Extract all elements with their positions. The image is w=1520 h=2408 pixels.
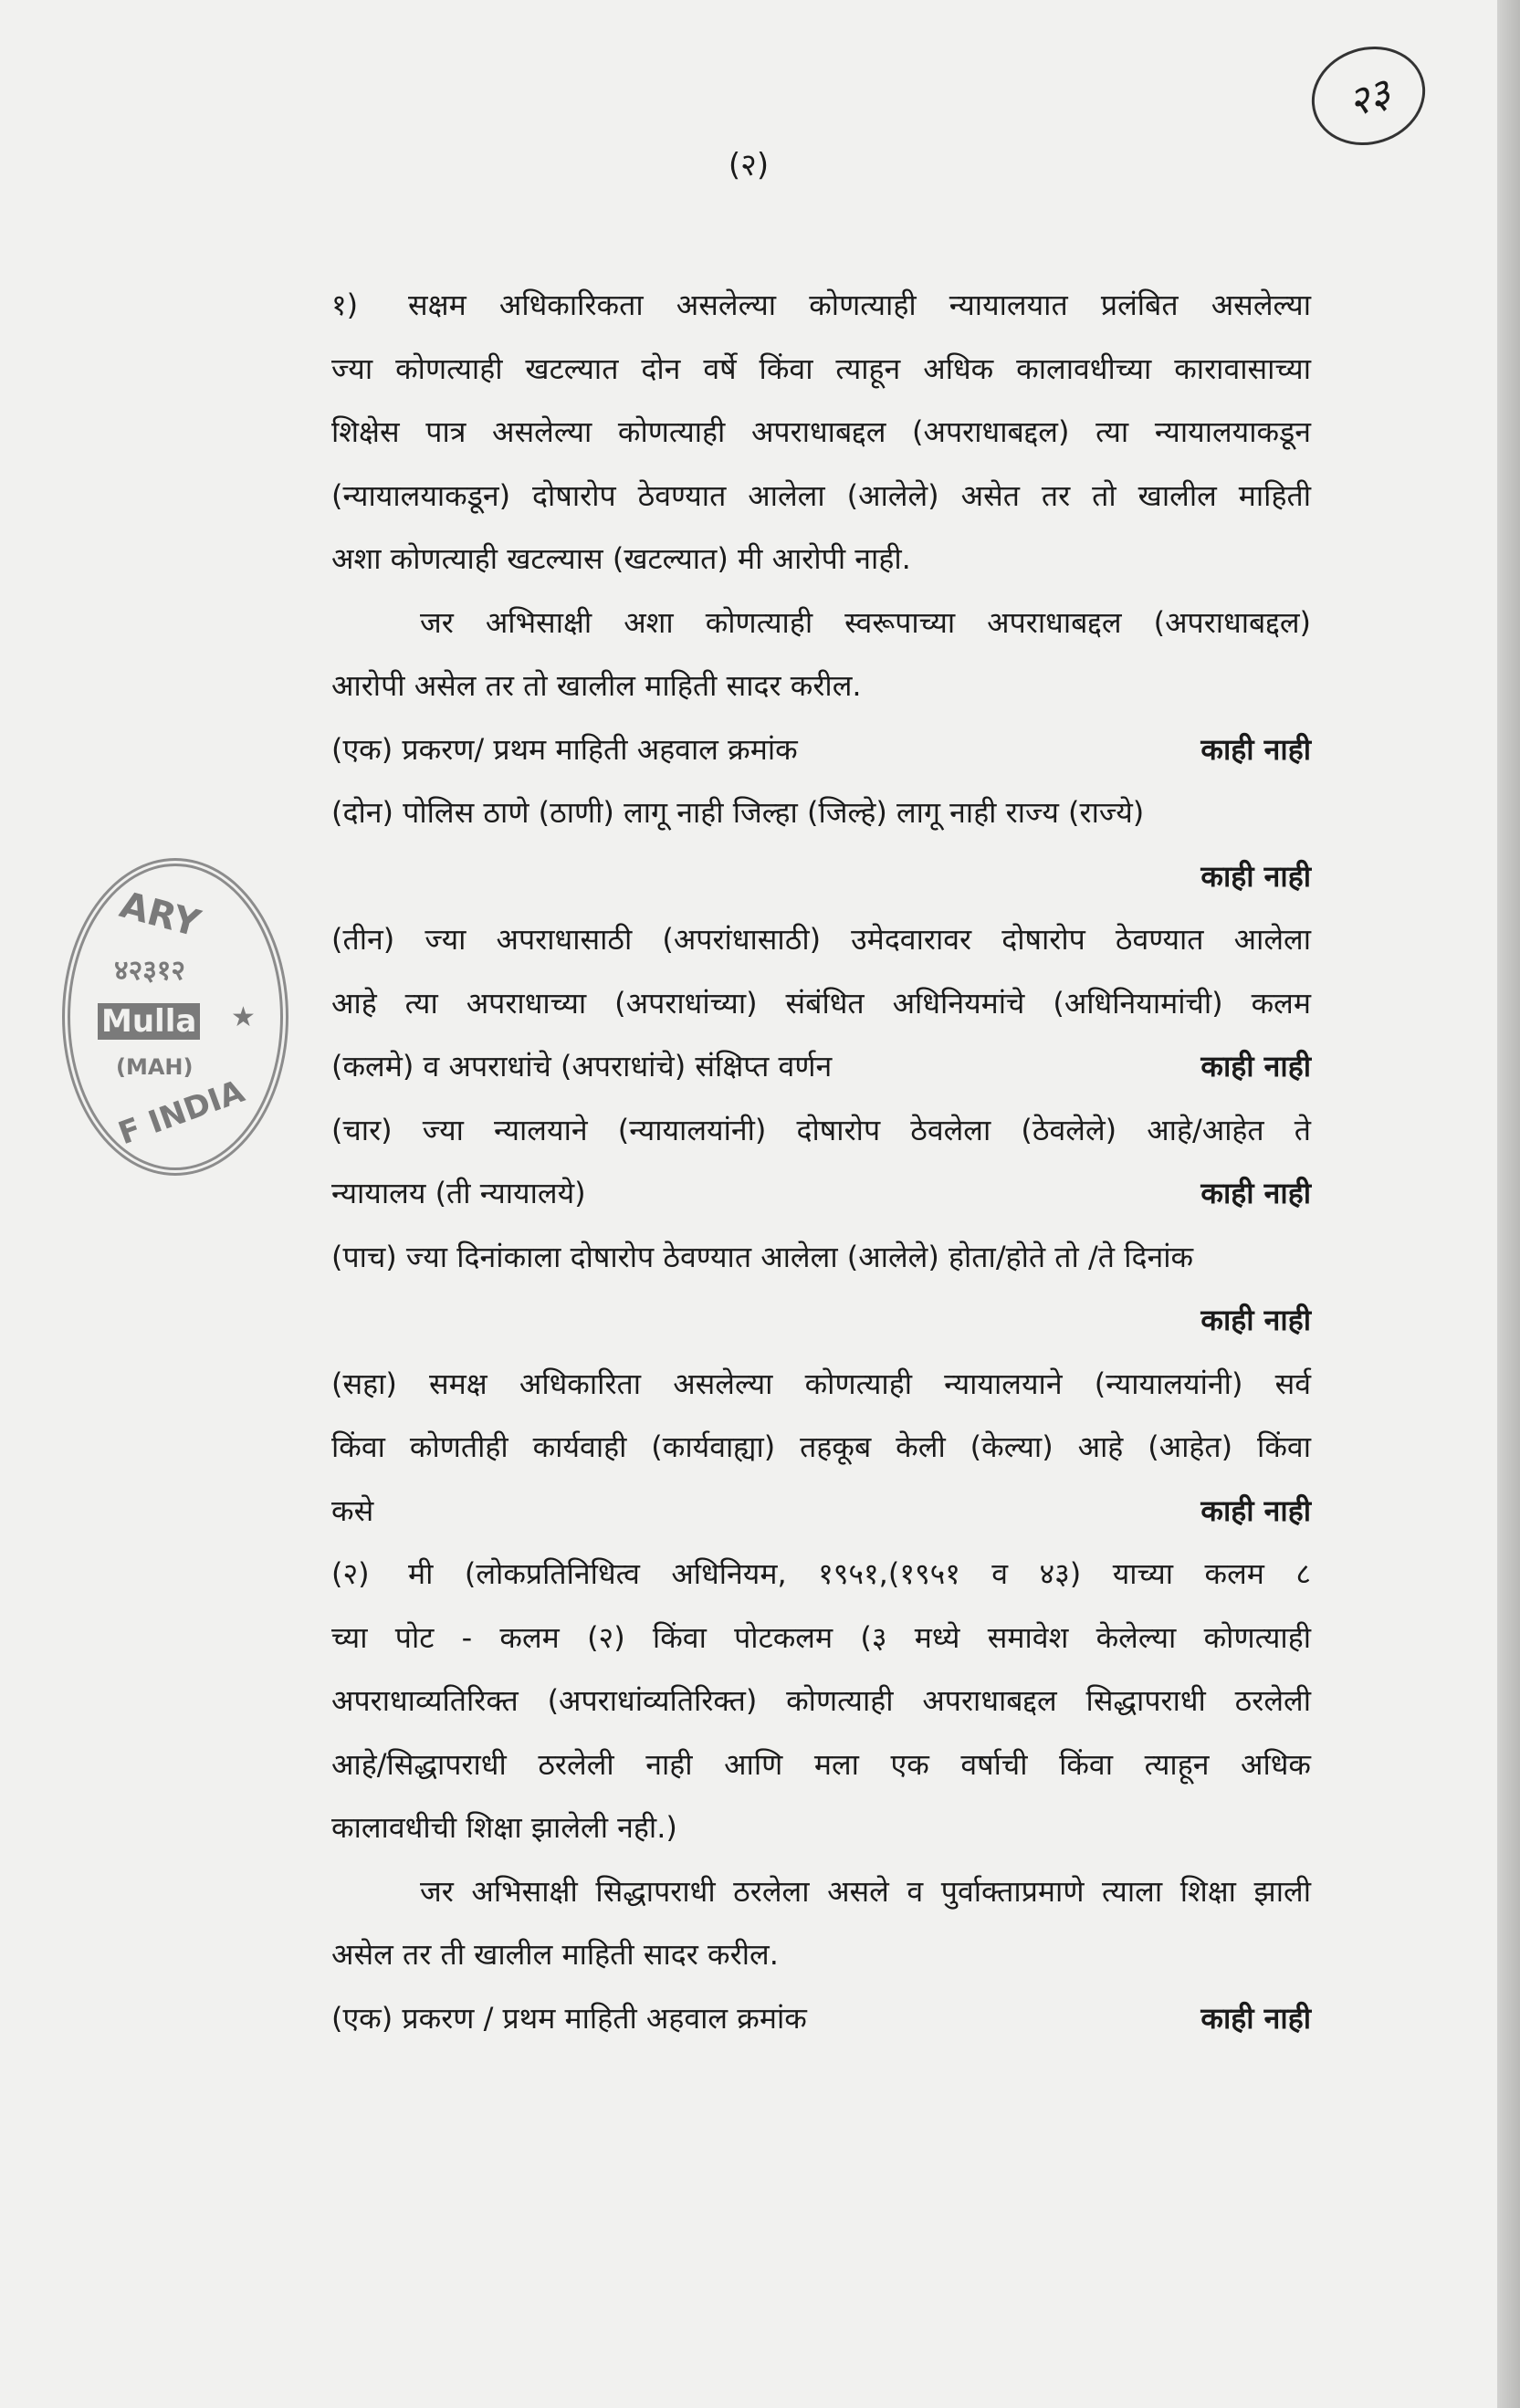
page-mark-number: २३ [1342,69,1397,127]
sub-item-court [331,1099,1311,1226]
sub-item-line: (सहा) समक्ष अधिकारिता असलेल्या कोणत्याही न्यायालयाने (न्यायालयांनी) सर्व [331,1366,1311,1401]
stamp-state: (MAH) [116,1054,194,1080]
item-2-line: आहे/सिद्धापराधी ठरलेली नाही आणि मला एक वर्षाची किंवा त्याहून अधिक [331,1746,1311,1782]
item-2-line: मी (लोकप्रतिनिधित्व अधिनियम, १९५१,(१९५१ व ४३) याच्या कलम ८ [408,1556,1311,1591]
paragraph-line: जर अभिसाक्षी अशा कोणत्याही स्वरूपाच्या अपराधाबद्दल (अपराधाबद्दल) [420,604,1311,640]
sub-item-line: कसे [331,1492,374,1528]
paragraph-line: असेल तर ती खालील माहिती सादर करील. [331,1937,779,1972]
sub-item-police-station [331,781,1311,908]
item-2 [331,1543,1311,1860]
item-1-line: (न्यायालयाकडून) दोषारोप ठेवण्यात आलेला (आलेले) असेत तर तो खालील माहिती [331,477,1311,513]
page-number: (२) [728,147,770,183]
sub-item-label: (एक) प्रकरण / प्रथम माहिती अहवाल क्रमांक [331,2000,807,2036]
sub-item-line: आहे त्या अपराधाच्या (अपराधांच्या) संबंधित अधिनियमांचे (अधिनियामांची) कलम [331,985,1311,1021]
paragraph-convicted [331,1860,1311,1987]
item-1 [331,274,1311,592]
nil-value: काही नाही [1200,731,1311,767]
sub-item-proceedings [331,1353,1311,1544]
sub-item-label: (एक) प्रकरण/ प्रथम माहिती अहवाल क्रमांक [331,731,798,767]
item-2-line: च्या पोट - कलम (२) किंवा पोटकलम (३ मध्ये समावेश केलेल्या कोणत्याही [331,1619,1311,1655]
nil-value: काही नाही [1200,858,1311,894]
sub-item-line: (तीन) ज्या अपराधासाठी (अपरांधासाठी) उमेदवारावर दोषारोप ठेवण्यात आलेला [331,922,1311,957]
sub-item-case-number-2 [331,1987,1311,2051]
page-mark [1299,32,1439,160]
paragraph-line: जर अभिसाक्षी सिद्धापराधी ठरलेला असले व पुर्वाक्ताप्रमाणे त्याला शिक्षा झाली [420,1873,1311,1909]
item-2-line: कालावधीची शिक्षा झालेली नही.) [331,1810,677,1845]
sub-item-label: (दोन) पोलिस ठाणे (ठाणी) लागू नाही जिल्हा (जिल्हे) लागू नाही राज्य (राज्ये) [331,795,1145,830]
item-1-number: १) [331,288,359,322]
nil-value: काही नाही [1200,1492,1311,1528]
item-2-number: (२) [331,1556,370,1591]
page-edge [1497,0,1520,2408]
nil-value: काही नाही [1200,1176,1311,1210]
star-icon: ★ [231,1001,256,1033]
stamp-number: ४२३१२ [114,955,185,987]
nil-value: काही नाही [1200,1303,1311,1337]
nil-value: काही नाही [1200,2000,1311,2036]
paragraph-line: आरोपी असेल तर तो खालील माहिती सादर करील. [331,668,862,703]
paragraph-accused [331,592,1311,718]
sub-item-line: न्यायालय (ती न्यायालये) [331,1176,586,1210]
sub-item-line: किंवा कोणतीही कार्यवाही (कार्यवाह्या) तहकूब केली (केल्या) आहे (आहेत) किंवा [331,1429,1311,1464]
sub-item-line: (कलमे) व अपराधांचे (अपराधांचे) संक्षिप्त वर्णन [331,1049,833,1084]
item-1-line: सक्षम अधिकारिकता असलेल्या कोणत्याही न्यायालयात प्रलंबित असलेल्या [408,288,1311,322]
nil-value: काही नाही [1200,1049,1311,1084]
sub-item-label: (पाच) ज्या दिनांकाला दोषारोप ठेवण्यात आलेला (आलेले) होता/होते तो /ते दिनांक [331,1239,1194,1274]
document-body [331,274,1311,2050]
sub-item-line: (चार) ज्या न्यालयाने (न्यायालयांनी) दोषारोप ठेवलेला (ठेवलेले) आहे/आहेत ते [331,1112,1311,1147]
item-1-line: ज्या कोणत्याही खटल्यात दोन वर्षे किंवा त्याहून अधिक कालावधीच्या कारावासाच्या [331,351,1311,386]
library-stamp [62,858,288,1176]
sub-item-date [331,1226,1311,1353]
stamp-bottom-text: F INDIA [113,1073,249,1153]
item-1-line: अशा कोणत्याही खटल्यास (खटल्यात) मी आरोपी नाही. [331,541,911,576]
sub-item-case-number [331,718,1311,782]
item-2-line: अपराधाव्यतिरिक्त (अपराधांव्यतिरिक्त) कोणत्याही अपराधाबद्दल सिद्धापराधी ठरलेली [331,1683,1311,1718]
sub-item-sections [331,908,1311,1099]
stamp-city: Mulla [98,1003,200,1040]
stamp-top-text: ARY [115,884,204,946]
item-1-line: शिक्षेस पात्र असलेल्या कोणत्याही अपराधाबद्दल (अपराधाबद्दल) त्या न्यायालयाकडून [331,414,1311,449]
